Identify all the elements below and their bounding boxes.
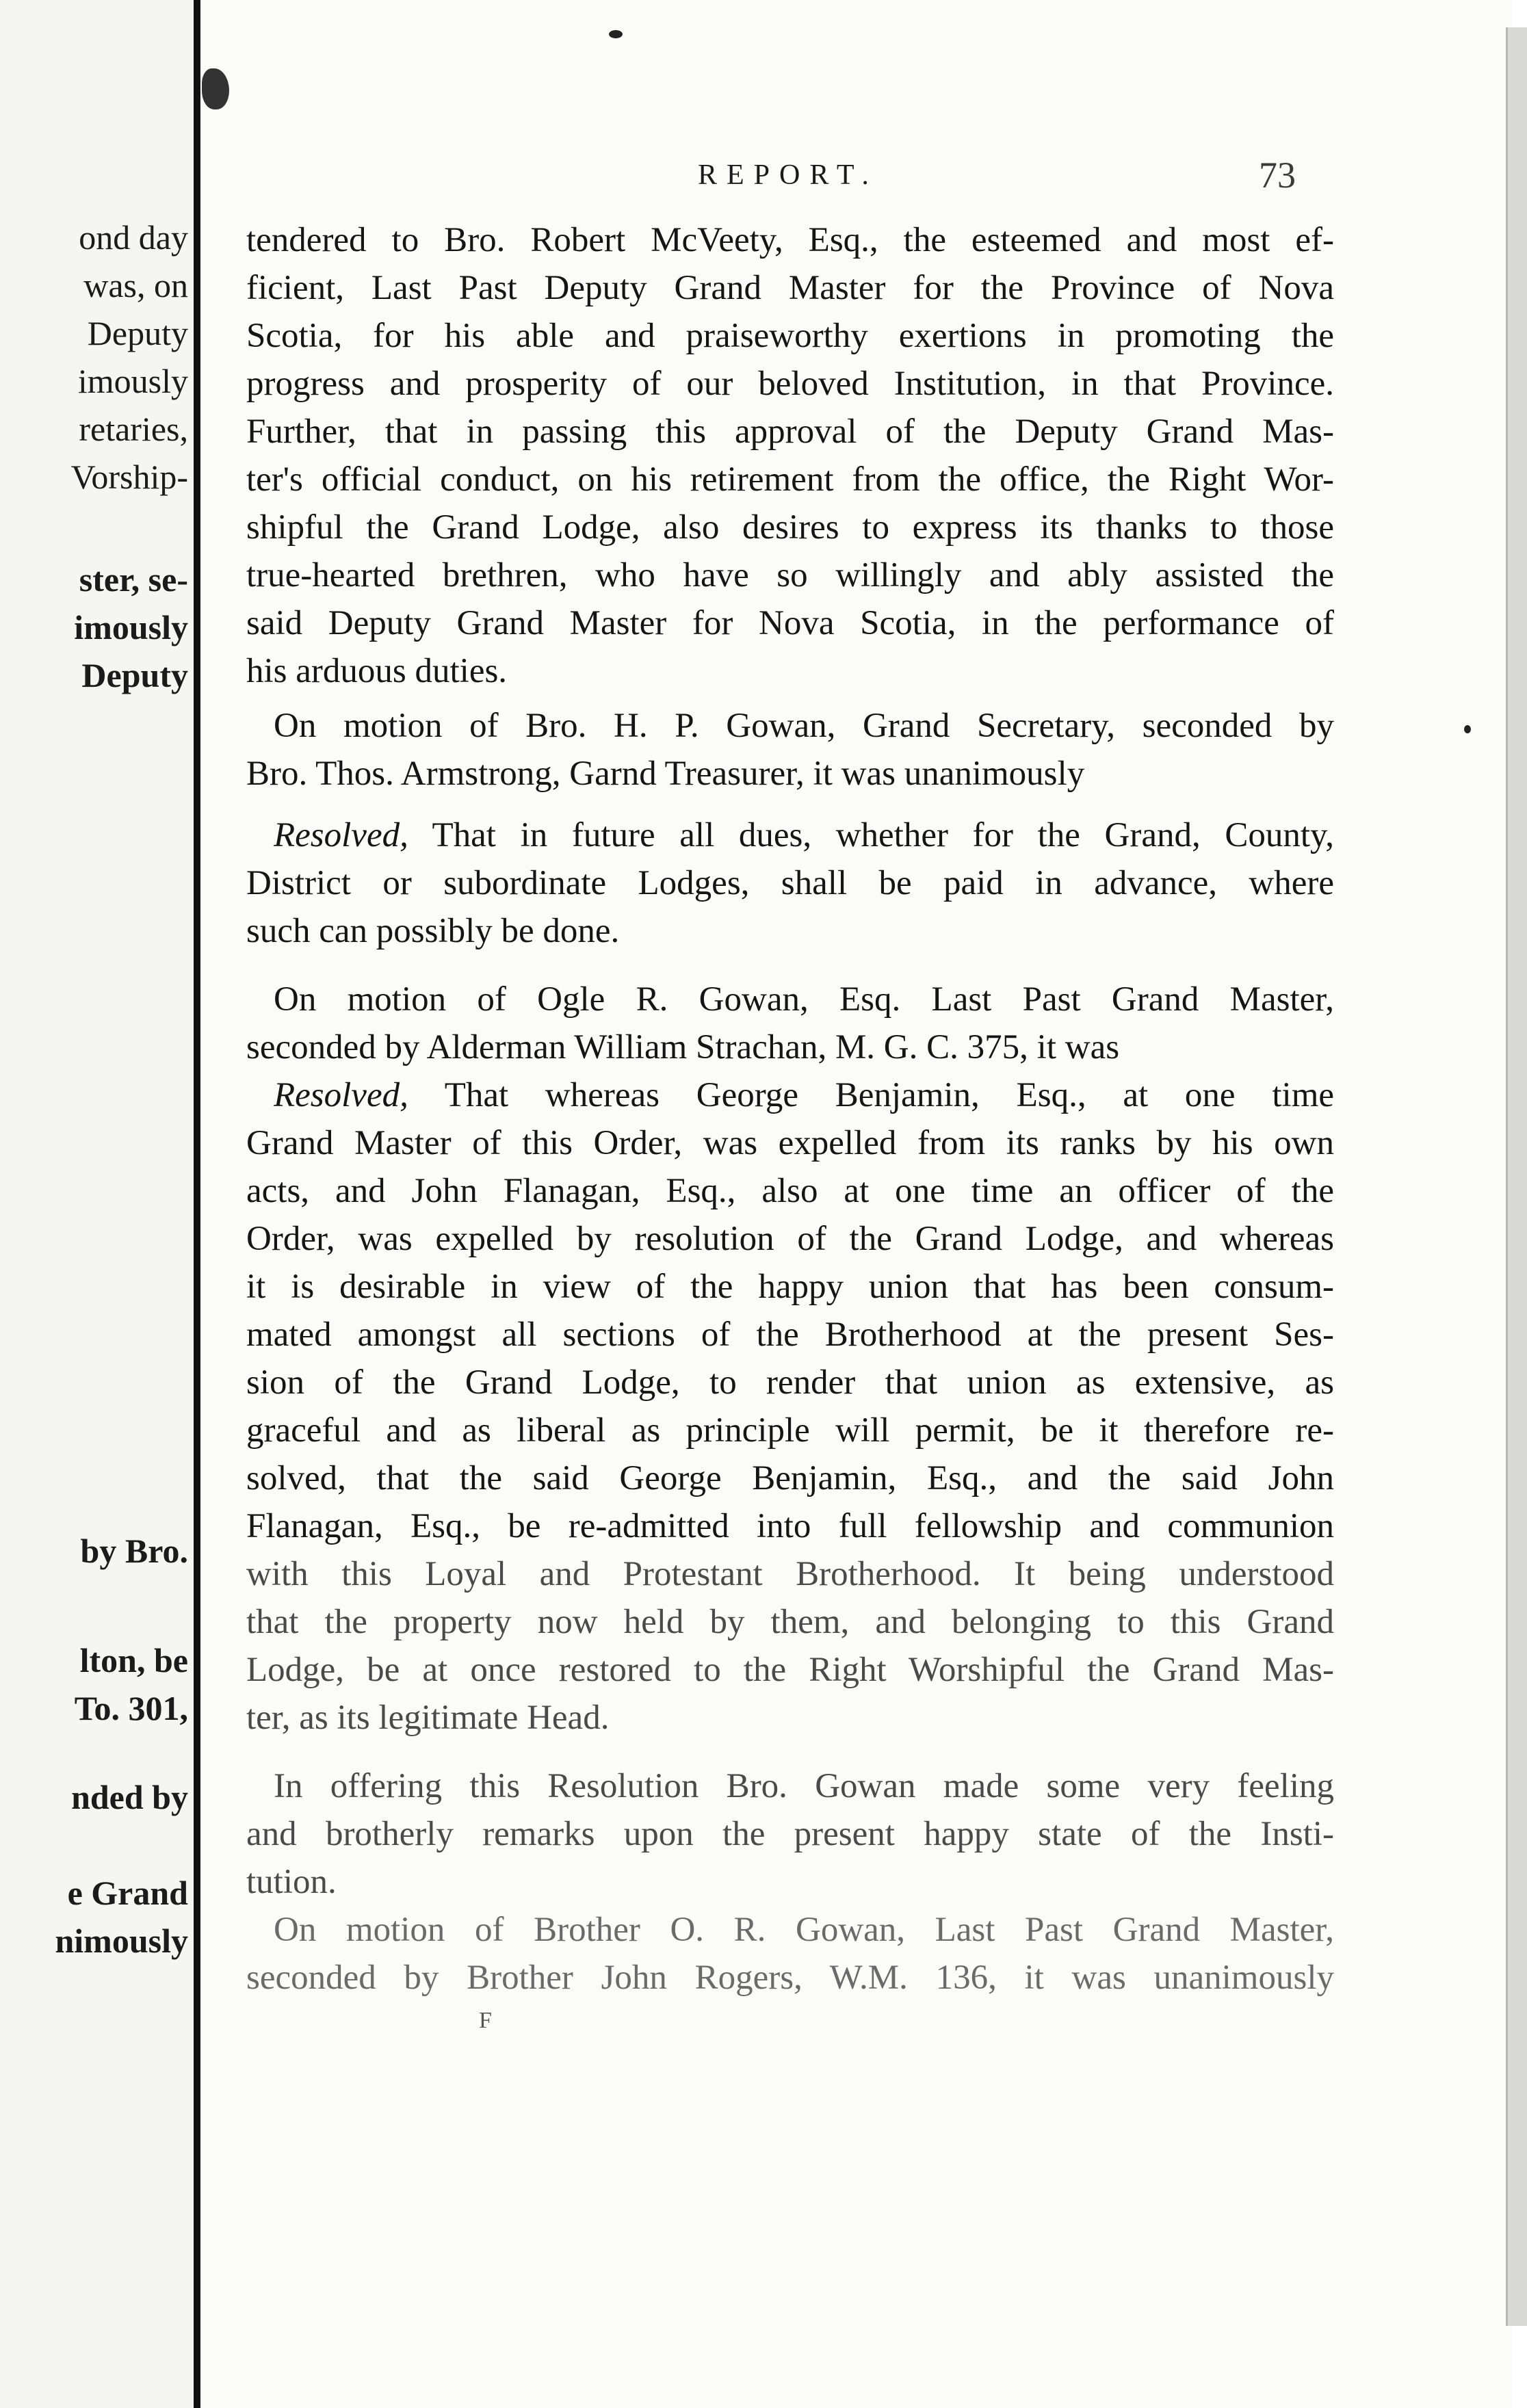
signature-mark: F <box>479 2008 492 2033</box>
text-line: Flanagan, Esq., be re-admitted into full fellowship and communion <box>246 1507 1334 1545</box>
text-line: Grand Master of this Order, was expelled from its ranks by his own <box>246 1124 1334 1162</box>
left-line: was, on <box>83 266 188 304</box>
left-line: by Bro. <box>80 1532 188 1570</box>
left-line: ond day <box>79 218 188 257</box>
left-line: Vorship- <box>70 458 188 496</box>
resolved-label: Resolved, <box>274 816 408 854</box>
text-line: true-hearted brethren, who have so willingly and ably assisted the <box>246 556 1334 594</box>
left-line: nded by <box>71 1778 188 1816</box>
left-line: Deputy <box>87 314 188 352</box>
text-line: tution. <box>246 1863 337 1901</box>
text-line: such can possibly be done. <box>246 912 620 950</box>
text-line: Further, that in passing this approval of the Deputy Grand Mas- <box>246 413 1334 451</box>
paragraph <box>246 811 1334 955</box>
text-line: and brotherly remarks upon the present happy state of the Insti- <box>246 1815 1334 1853</box>
text-line: acts, and John Flanagan, Esq., also at one time an officer of the <box>246 1172 1334 1210</box>
text-line: sion of the Grand Lodge, to render that union as extensive, as <box>246 1363 1334 1402</box>
text-line: graceful and as liberal as principle will permit, be it therefore re- <box>246 1411 1334 1450</box>
text-line: District or subordinate Lodges, shall be paid in advance, where <box>246 864 1334 902</box>
text-line: his arduous duties. <box>246 652 508 690</box>
paragraph <box>246 976 1334 1071</box>
left-line: imously <box>77 362 188 400</box>
text-line: tendered to Bro. Robert McVeety, Esq., the esteemed and most ef- <box>246 221 1334 259</box>
running-head: REPORT. <box>698 159 878 191</box>
text-line: In offering this Resolution Bro. Gowan made some very feeling <box>274 1767 1334 1805</box>
text-line: with this Loyal and Protestant Brotherhood. It being understood <box>246 1555 1334 1593</box>
text-line <box>246 811 1334 859</box>
ink-dot <box>1464 725 1471 733</box>
left-line: retaries, <box>79 410 188 448</box>
text-line <box>246 1071 1334 1119</box>
page-gutter <box>194 0 200 2408</box>
text-line: mated amongst all sections of the Brotherhood at the present Ses- <box>246 1316 1334 1354</box>
text-line: it is desirable in view of the happy union that has been consum- <box>246 1268 1334 1306</box>
left-line: ster, se- <box>79 560 188 599</box>
text-line: Order, was expelled by resolution of the Grand Lodge, and whereas <box>246 1220 1334 1258</box>
left-line: imously <box>74 608 188 646</box>
text-line: seconded by Alderman William Strachan, M. G. C. 375, it was <box>246 1028 1120 1066</box>
text-line: On motion of Ogle R. Gowan, Esq. Last Past Grand Master, <box>274 980 1334 1019</box>
paragraph <box>246 1071 1334 1742</box>
text-fragment: That in future all dues, whether for the Grand, County, <box>408 816 1334 854</box>
text-line: seconded by Brother John Rogers, W.M. 136, it was unanimously <box>246 1959 1334 1997</box>
left-line: nimously <box>55 1922 188 1960</box>
ink-dot <box>609 30 623 38</box>
text-line: On motion of Brother O. R. Gowan, Last Past Grand Master, <box>274 1911 1334 1949</box>
resolved-label: Resolved, <box>274 1076 408 1114</box>
text-line: ter, as its legitimate Head. <box>246 1699 610 1737</box>
left-line: lton, be <box>79 1641 188 1679</box>
left-page-fragment <box>0 0 195 2408</box>
paragraph <box>246 1762 1334 1906</box>
text-line: said Deputy Grand Master for Nova Scotia, in the performance of <box>246 604 1334 642</box>
text-line: shipful the Grand Lodge, also desires to express its thanks to those <box>246 508 1334 547</box>
page-number: 73 <box>1259 155 1296 196</box>
text-line: Scotia, for his able and praiseworthy exertions in promoting the <box>246 317 1334 355</box>
text-line: Lodge, be at once restored to the Right Worshipful the Grand Mas- <box>246 1651 1334 1689</box>
paragraph <box>246 702 1334 798</box>
text-fragment: That whereas George Benjamin, Esq., at one time <box>408 1076 1334 1114</box>
text-line: progress and prosperity of our beloved Institution, in that Province. <box>246 365 1334 403</box>
text-line: that the property now held by them, and belonging to this Grand <box>246 1603 1334 1641</box>
text-line: Bro. Thos. Armstrong, Garnd Treasurer, it was unanimously <box>246 755 1085 793</box>
text-line: solved, that the said George Benjamin, Esq., and the said John <box>246 1459 1334 1497</box>
left-line: Deputy <box>81 656 188 694</box>
paragraph <box>246 216 1334 695</box>
left-line: e Grand <box>67 1874 188 1912</box>
left-line: To. 301, <box>74 1689 188 1727</box>
text-line: ficient, Last Past Deputy Grand Master for the Province of Nova <box>246 269 1334 307</box>
text-line: ter's official conduct, on his retirement from the office, the Right Wor- <box>246 460 1334 499</box>
page-edge <box>1506 27 1527 2326</box>
text-line: On motion of Bro. H. P. Gowan, Grand Secretary, seconded by <box>274 707 1334 745</box>
paragraph <box>246 1906 1334 2002</box>
